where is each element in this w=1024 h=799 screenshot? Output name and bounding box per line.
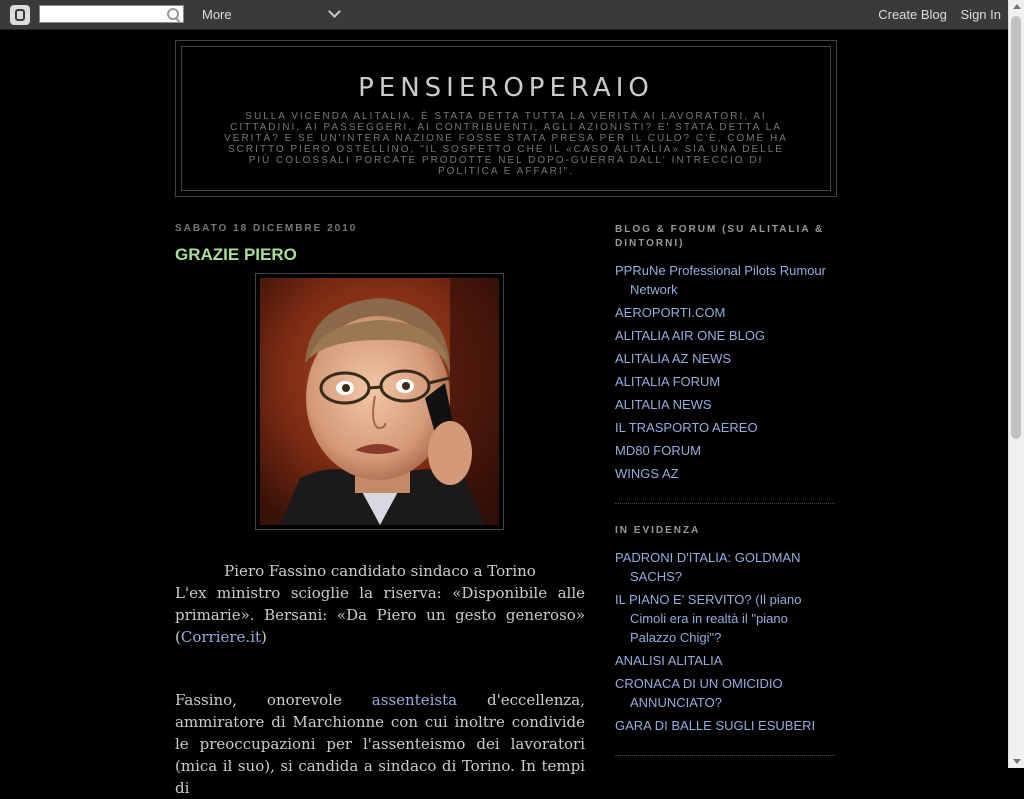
sidebar-link[interactable]: CRONACA DI UN OMICIDIO ANNUNCIATO? [615,676,783,710]
navbar-actions [868,7,1001,22]
paragraph-text: L'ex ministro scioglie la riserva: «Disponibile alle primarie». Bersani: «Da Piero un gesto generoso» ( [175,584,585,646]
sidebar-link[interactable]: ALITALIA AIR ONE BLOG [615,328,766,343]
post-paragraph-2 [175,689,585,799]
sidebar-divider [615,503,835,504]
scroll-down-icon[interactable] [1013,759,1021,764]
blog-forum-links [615,261,835,483]
blog-header-inner [181,46,831,191]
sidebar-divider [615,755,835,756]
search-field[interactable] [39,5,184,23]
sidebar-link[interactable]: ALITALIA FORUM [615,374,721,389]
sidebar-link[interactable]: PADRONI D'ITALIA: GOLDMAN SACHS? [615,550,801,584]
post-title[interactable]: GRAZIE PIERO [175,245,297,264]
sign-in-link[interactable]: Sign In [960,7,1001,22]
sidebar-link[interactable]: WINGS AZ [615,466,679,481]
sidebar-link[interactable]: ALITALIA AZ NEWS [615,351,732,366]
assenteista-link[interactable]: assenteista [371,691,458,709]
sidebar-link[interactable]: ALITALIA NEWS [615,397,712,412]
scroll-up-icon[interactable] [1013,4,1021,9]
sidebar-link[interactable]: PPRuNe Professional Pilots Rumour Network [615,263,826,297]
post-photo[interactable] [260,278,499,525]
paragraph-text: ) [261,628,267,646]
post-paragraph-1 [175,582,585,648]
post-body [175,560,585,799]
post-date: SABATO 18 DICEMBRE 2010 [175,223,358,234]
image-caption: Piero Fassino candidato sindaco a Torino [224,562,536,580]
sidebar [615,223,835,776]
chevron-down-icon[interactable] [328,5,341,18]
blogger-navbar [0,0,1024,30]
sidebar-link[interactable]: GARA DI BALLE SUGLI ESUBERI [615,718,816,733]
blogger-logo-icon[interactable] [10,5,30,25]
in-evidenza-links [615,548,835,735]
sidebar-section-title: BLOG & FORUM (SU ALITALIA & DINTORNI) [615,224,825,249]
sidebar-section-title: IN EVIDENZA [615,525,701,536]
sidebar-link[interactable]: ANALISI ALITALIA [615,653,723,668]
post-image-frame[interactable] [255,273,504,530]
sidebar-link[interactable]: IL PIANO E' SERVITO? (Il piano Cimoli era in realtà il "piano Palazzo Chigi"? [615,592,802,645]
page-scrollbar[interactable] [1008,0,1024,768]
scroll-thumb[interactable] [1011,16,1021,439]
sidebar-link[interactable]: AEROPORTI.COM [615,305,726,320]
sidebar-link[interactable]: IL TRASPORTO AEREO [615,420,758,435]
search-icon[interactable] [167,8,179,20]
blog-header [175,40,837,197]
search-input[interactable] [43,10,163,24]
corriere-link[interactable]: Corriere.it [180,628,262,646]
paragraph-text: Fassino, onorevole [175,691,372,709]
more-menu-button[interactable]: More [202,7,232,22]
sidebar-link[interactable]: MD80 FORUM [615,443,701,458]
create-blog-link[interactable]: Create Blog [878,7,947,22]
blog-description: SULLA VICENDA ALITALIA, È STATA DETTA TUTTA LA VERITÀ AI LAVORATORI, AI CITTADINI, AI PASSEGGERI, AI CONTRIBUENTI, AGLI AZIONISTI? E' STATA DETTA LA VERITÀ? E SE UN'INTERA NAZIONE FOSSE STATA PRESA PER IL CULO? C'È, COME HA SCRITTO PIERO OSTELLINO, "IL SOSPETTO CHE IL «CASO ALITALIA» SIA UNA DELLE PIÙ COLOSSALI PORCATE PRODOTTE NEL DOPO-GUERRA DALL' INTRECCIO DI POLITICA E AFFARI". [224,111,788,177]
blog-title[interactable]: PENSIEROPERAIO [358,73,654,103]
paragraph-text: d'eccellenza, ammiratore di Marchionne con cui inoltre condivide le preoccupazioni per l'assenteismo dei lavoratori (mica il suo), si candida a sindaco di Torino. In tempi di [175,691,585,797]
